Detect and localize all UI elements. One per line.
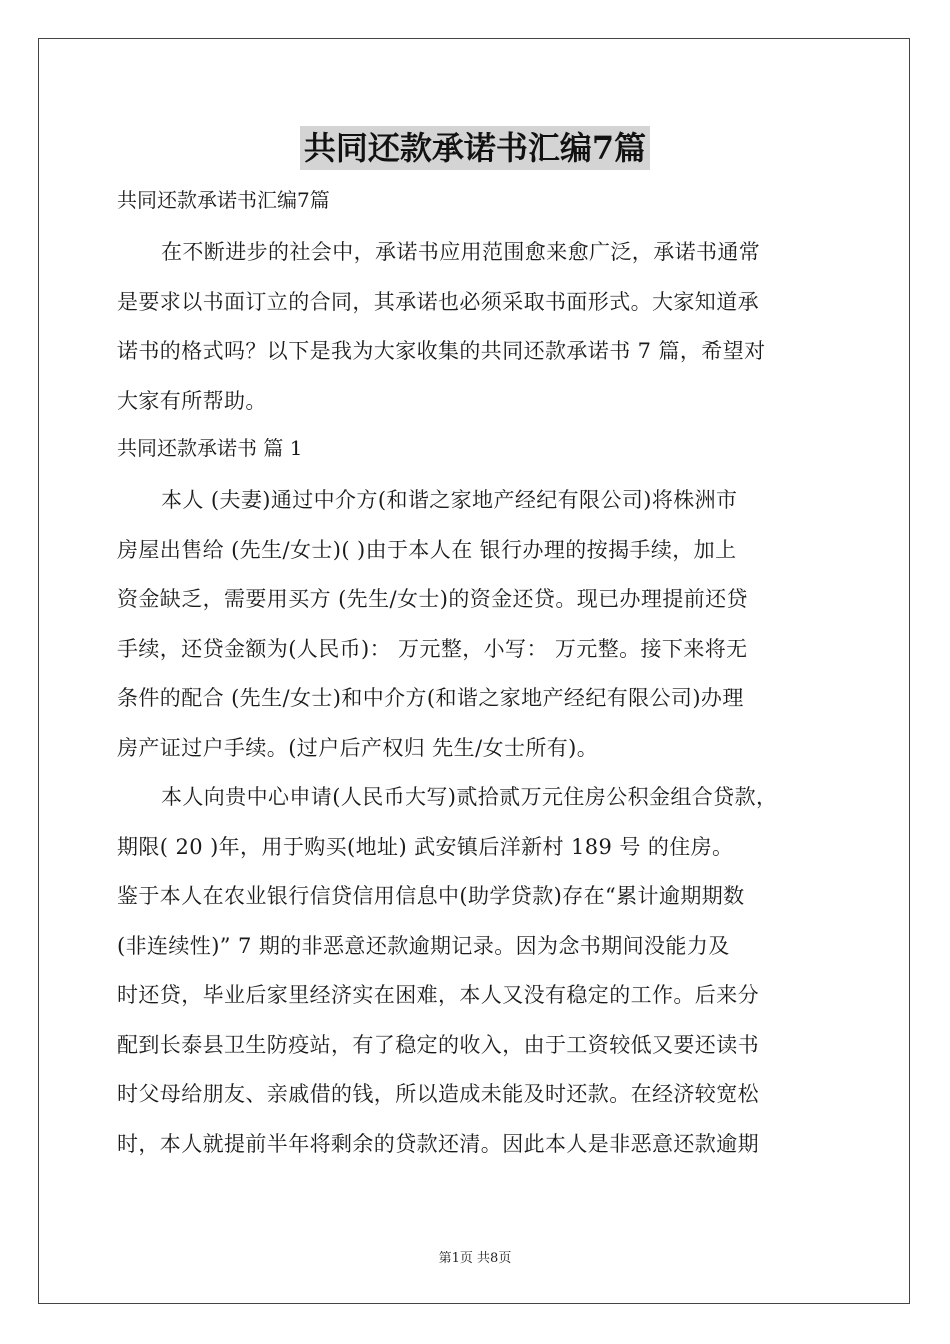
page-footer: 第1页 共8页 [438, 1251, 512, 1266]
text-line: 大家有所帮助。 [117, 388, 267, 413]
text-line: (非连续性)” 7 期的非恶意还款逾期记录。因为念书期间没能力及 [117, 933, 730, 958]
text-line: 鉴于本人在农业银行信贷信用信息中(助学贷款)存在“累计逾期期数 [117, 884, 745, 908]
section-heading: 共同还款承诺书 篇 1 [117, 436, 303, 460]
text-line: 房屋出售给 (先生/女士)( )由于本人在 银行办理的按揭手续，加上 [117, 537, 737, 562]
text-line: 房产证过户手续。(过户后产权归 先生/女士所有)。 [117, 735, 599, 760]
text-line: 本人向贵中心申请(人民币大写)贰拾贰万元住房公积金组合贷款， [161, 785, 778, 809]
text-line: 手续，还贷金额为(人民币)： 万元整，小写： 万元整。接下来将无 [117, 636, 748, 661]
paragraph-2 [117, 773, 833, 1169]
text-line: 期限( 20 )年，用于购买(地址) 武安镇后洋新村 189 号 的住房。 [117, 834, 734, 859]
document-body [117, 178, 833, 1169]
text-line: 在不断进步的社会中，承诺书应用范围愈来愈广泛，承诺书通常 [161, 240, 761, 264]
document-subtitle: 共同还款承诺书汇编7篇 [117, 188, 330, 212]
text-line: 时父母给朋友、亲戚借的钱，所以造成未能及时还款。在经济较宽松 [117, 1082, 759, 1106]
text-line: 时，本人就提前半年将剩余的贷款还清。因此本人是非恶意还款逾期 [117, 1131, 759, 1156]
text-line: 配到长泰县卫生防疫站，有了稳定的收入，由于工资较低又要还读书 [117, 1032, 759, 1057]
text-line: 本人 (夫妻)通过中介方(和谐之家地产经纪有限公司)将株洲市 [161, 488, 738, 512]
intro-paragraph [117, 228, 833, 426]
text-line: 诺书的格式吗？以下是我为大家收集的共同还款承诺书 7 篇，希望对 [117, 339, 766, 363]
text-line: 时还贷，毕业后家里经济实在困难，本人又没有稳定的工作。后来分 [117, 983, 759, 1007]
text-line: 条件的配合 (先生/女士)和中介方(和谐之家地产经纪有限公司)办理 [117, 686, 744, 710]
document-title: 共同还款承诺书汇编7篇 [300, 126, 650, 170]
paragraph-1 [117, 476, 833, 773]
text-line: 资金缺乏，需要用买方 (先生/女士)的资金还贷。现已办理提前还贷 [117, 587, 748, 611]
title-container [0, 126, 950, 170]
text-line: 是要求以书面订立的合同，其承诺也必须采取书面形式。大家知道承 [117, 289, 759, 314]
